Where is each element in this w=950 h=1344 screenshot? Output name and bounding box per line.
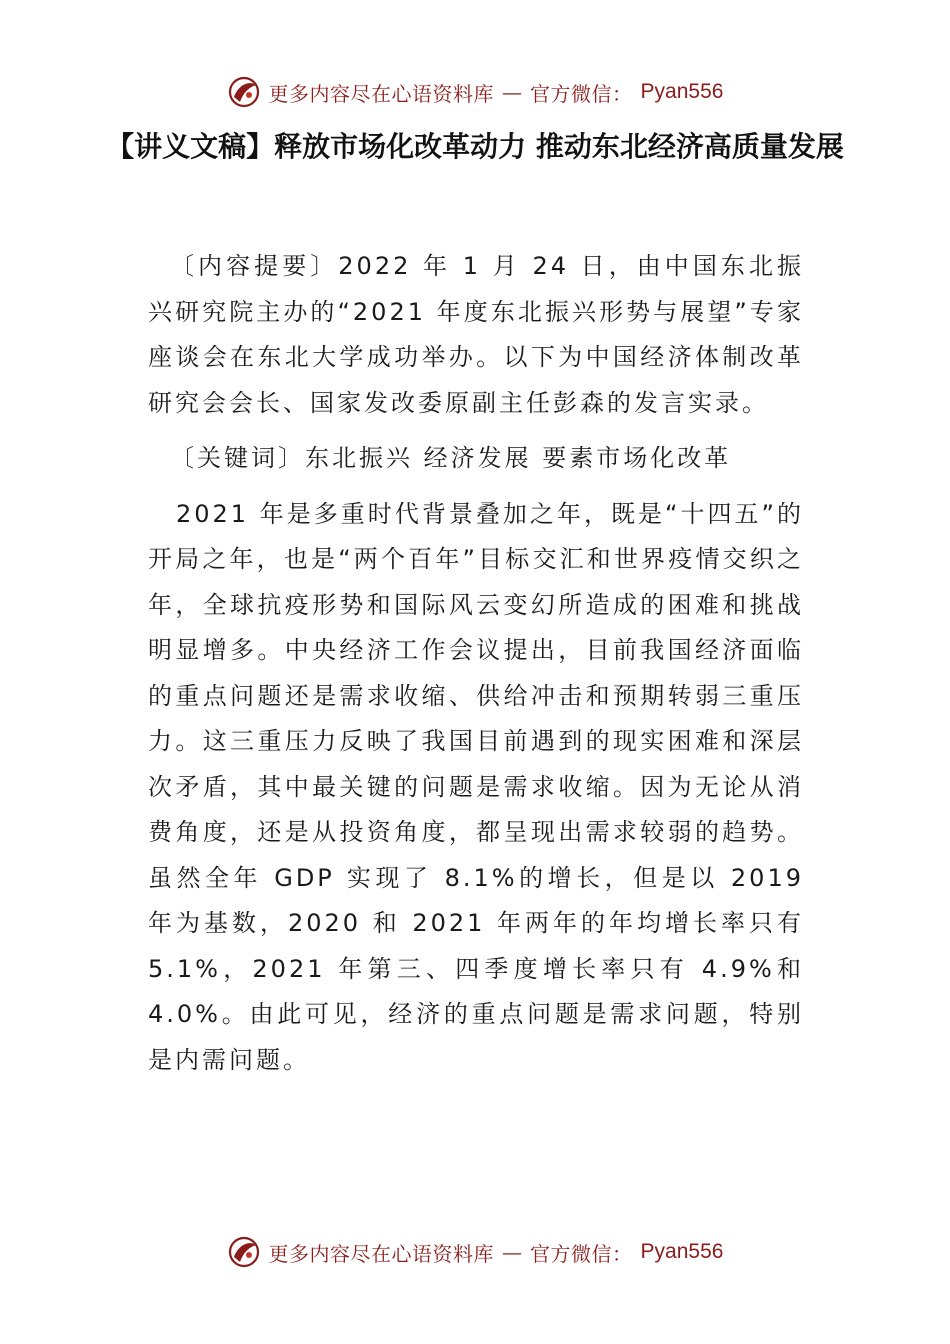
header-banner xyxy=(0,70,950,114)
banner-account: Pyan556 xyxy=(640,1240,724,1263)
body-paragraph: 2021 年是多重时代背景叠加之年，既是“十四五”的开局之年，也是“两个百年”目标交汇和世界疫情交织之年，全球抗疫形势和国际风云变幻所造成的困难和挑战明显增多。中央经济工作会议提出，目前我国经济面临的重点问题还是需求收缩、供给冲击和预期转弱三重压力。这三重压力反映了我国目前遇到的现实困难和深层次矛盾，其中最关键的问题是需求收缩。因为无论从消费角度，还是从投资角度，都呈现出需求较弱的趋势。虽然全年 GDP 实现了 8.1%的增长，但是以 2019 年为基数，2020 和 2021 年两年的年均增长率只有 5.1%，2021 年第三、四季度增长率只有 4.9%和 4.0%。由此可见，经济的重点问题是需求问题，特别是内需问题。 xyxy=(148,499,804,1074)
footer-banner xyxy=(0,1230,950,1274)
keywords-paragraph: 〔关键词〕东北振兴 经济发展 要素市场化改革 xyxy=(170,444,732,472)
brand-logo-icon xyxy=(227,1235,261,1269)
banner-label: 官方微信： xyxy=(530,1241,633,1266)
banner-text: 更多内容尽在心语资料库 xyxy=(268,1241,495,1266)
summary-paragraph: 〔内容提要〕2022 年 1 月 24 日，由中国东北振兴研究院主办的“2021 年度东北振兴形势与展望”专家座谈会在东北大学成功举办。以下为中国经济体制改革研究会会长、国家发改委原副主任彭森的发言实录。 xyxy=(148,252,804,417)
banner-text: 更多内容尽在心语资料库 xyxy=(268,81,495,106)
banner-account: Pyan556 xyxy=(640,80,724,103)
document-content xyxy=(148,244,804,1083)
document-title: 【讲义文稿】释放市场化改革动力 推动东北经济高质量发展 xyxy=(106,130,844,163)
banner-label: 官方微信： xyxy=(530,81,633,106)
banner-separator: — xyxy=(502,1240,523,1264)
brand-logo-icon xyxy=(227,75,261,109)
banner-separator: — xyxy=(502,80,523,104)
